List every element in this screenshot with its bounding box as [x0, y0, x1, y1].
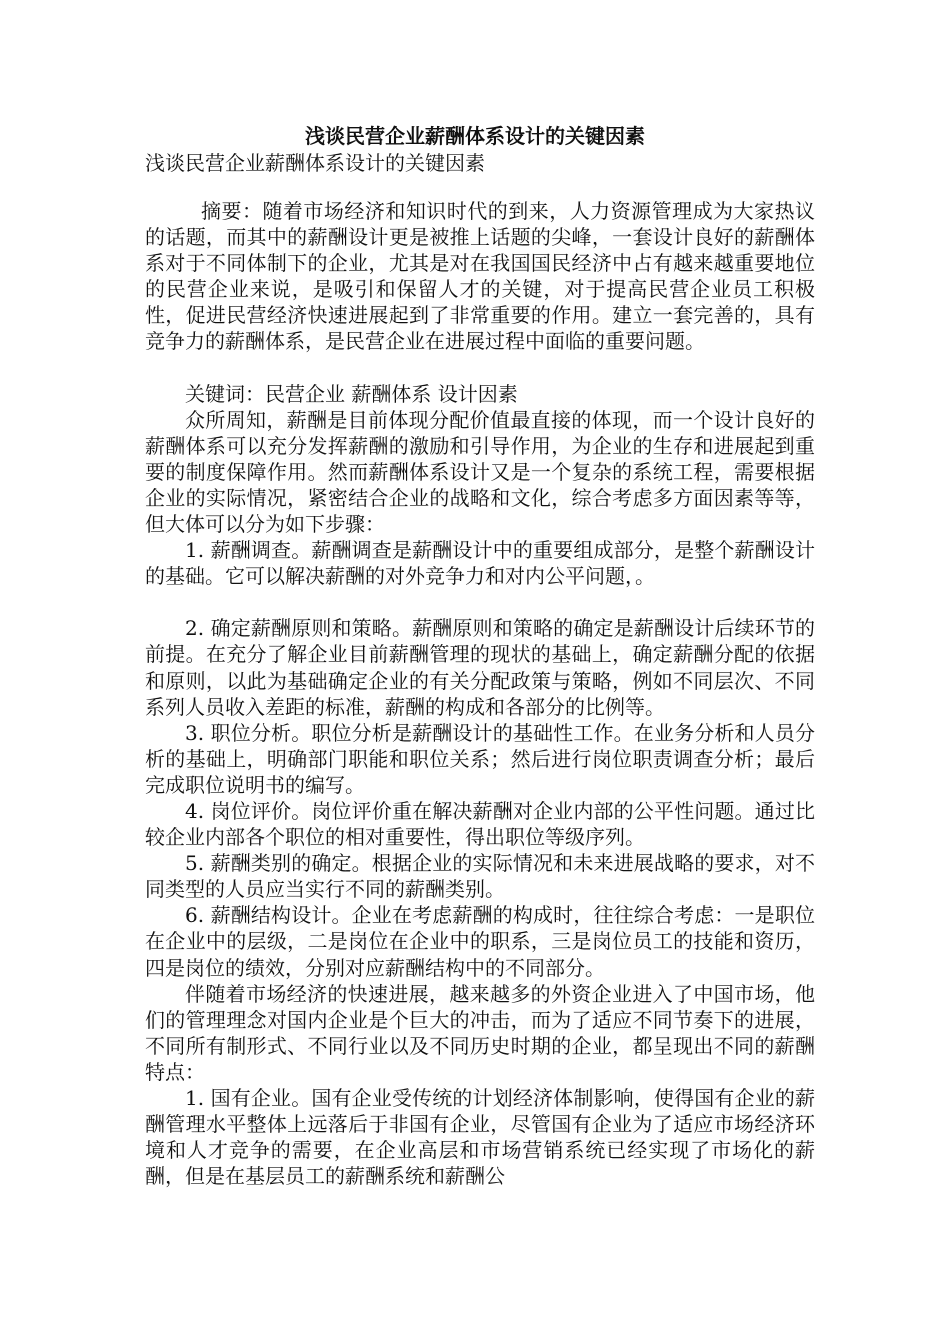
step-5-paragraph: 5. 薪酬类别的确定。根据企业的实际情况和未来进展战略的要求，对不同类型的人员应当实行不同的薪酬类别。	[145, 851, 815, 902]
market-paragraph: 伴随着市场经济的快速进展，越来越多的外资企业进入了中国市场，他们的管理理念对国内企业是个巨大的冲击，而为了适应不同节奏下的进展，不同所有制形式、不同行业以及不同历史时期的企业，都呈现出不同的薪酬特点：	[145, 981, 815, 1084]
document-subtitle: 浅谈民营企业薪酬体系设计的关键因素	[145, 151, 485, 175]
intro-paragraph: 众所周知，薪酬是目前体现分配价值最直接的体现，而一个设计良好的薪酬体系可以充分发挥薪酬的激励和引导作用，为企业的生存和进展起到重要的制度保障作用。然而薪酬体系设计又是一个复杂的系统工程，需要根据企业的实际情况，紧密结合企业的战略和文化，综合考虑多方面因素等等，但大体可以分为如下步骤：	[145, 407, 815, 537]
step-3-paragraph: 3. 职位分析。职位分析是薪酬设计的基础性工作。在业务分析和人员分析的基础上，明确部门职能和职位关系；然后进行岗位职责调查分析；最后完成职位说明书的编写。	[145, 720, 815, 797]
spacer	[145, 355, 815, 381]
soe-paragraph: 1. 国有企业。国有企业受传统的计划经济体制影响，使得国有企业的薪酬管理水平整体上远落后于非国有企业，尽管国有企业为了适应市场经济环境和人才竞争的需要，在企业高层和市场营销系统已经实现了市场化的薪酬，但是在基层员工的薪酬系统和薪酬公	[145, 1086, 815, 1189]
keywords-line: 关键词：民营企业 薪酬体系 设计因素	[185, 381, 518, 406]
document-body	[145, 198, 815, 1189]
step-1-paragraph: 1. 薪酬调查。薪酬调查是薪酬设计中的重要组成部分，是整个薪酬设计的基础。它可以解决薪酬的对外竞争力和对内公平问题，。	[145, 538, 815, 589]
step-2-paragraph: 2. 确定薪酬原则和策略。薪酬原则和策略的确定是薪酬设计后续环节的前提。在充分了解企业目前薪酬管理的现状的基础上，确定薪酬分配的依据和原则，以此为基础确定企业的有关分配政策与策略，例如不同层次、不同系列人员收入差距的标准，薪酬的构成和各部分的比例等。	[145, 616, 815, 719]
step-6-paragraph: 6. 薪酬结构设计。企业在考虑薪酬的构成时，往往综合考虑：一是职位在企业中的层级，二是岗位在企业中的职系，三是岗位员工的技能和资历，四是岗位的绩效，分别对应薪酬结构中的不同部分。	[145, 903, 815, 980]
document-title: 浅谈民营企业薪酬体系设计的关键因素	[305, 124, 645, 148]
step-4-paragraph: 4. 岗位评价。岗位评价重在解决薪酬对企业内部的公平性问题。通过比较企业内部各个职位的相对重要性，得出职位等级序列。	[145, 798, 815, 850]
spacer	[145, 589, 815, 615]
abstract-paragraph: 摘要：随着市场经济和知识时代的到来，人力资源管理成为大家热议的话题，而其中的薪酬设计更是被推上话题的尖峰，一套设计良好的薪酬体系对于不同体制下的企业，尤其是对在我国国民经济中占有越来越重要地位的民营企业来说，是吸引和保留人才的关键，对于提高民营企业员工积极性，促进民营经济快速进展起到了非常重要的作用。建立一套完善的，具有竞争力的薪酬体系，是民营企业在进展过程中面临的重要问题。	[145, 199, 815, 354]
